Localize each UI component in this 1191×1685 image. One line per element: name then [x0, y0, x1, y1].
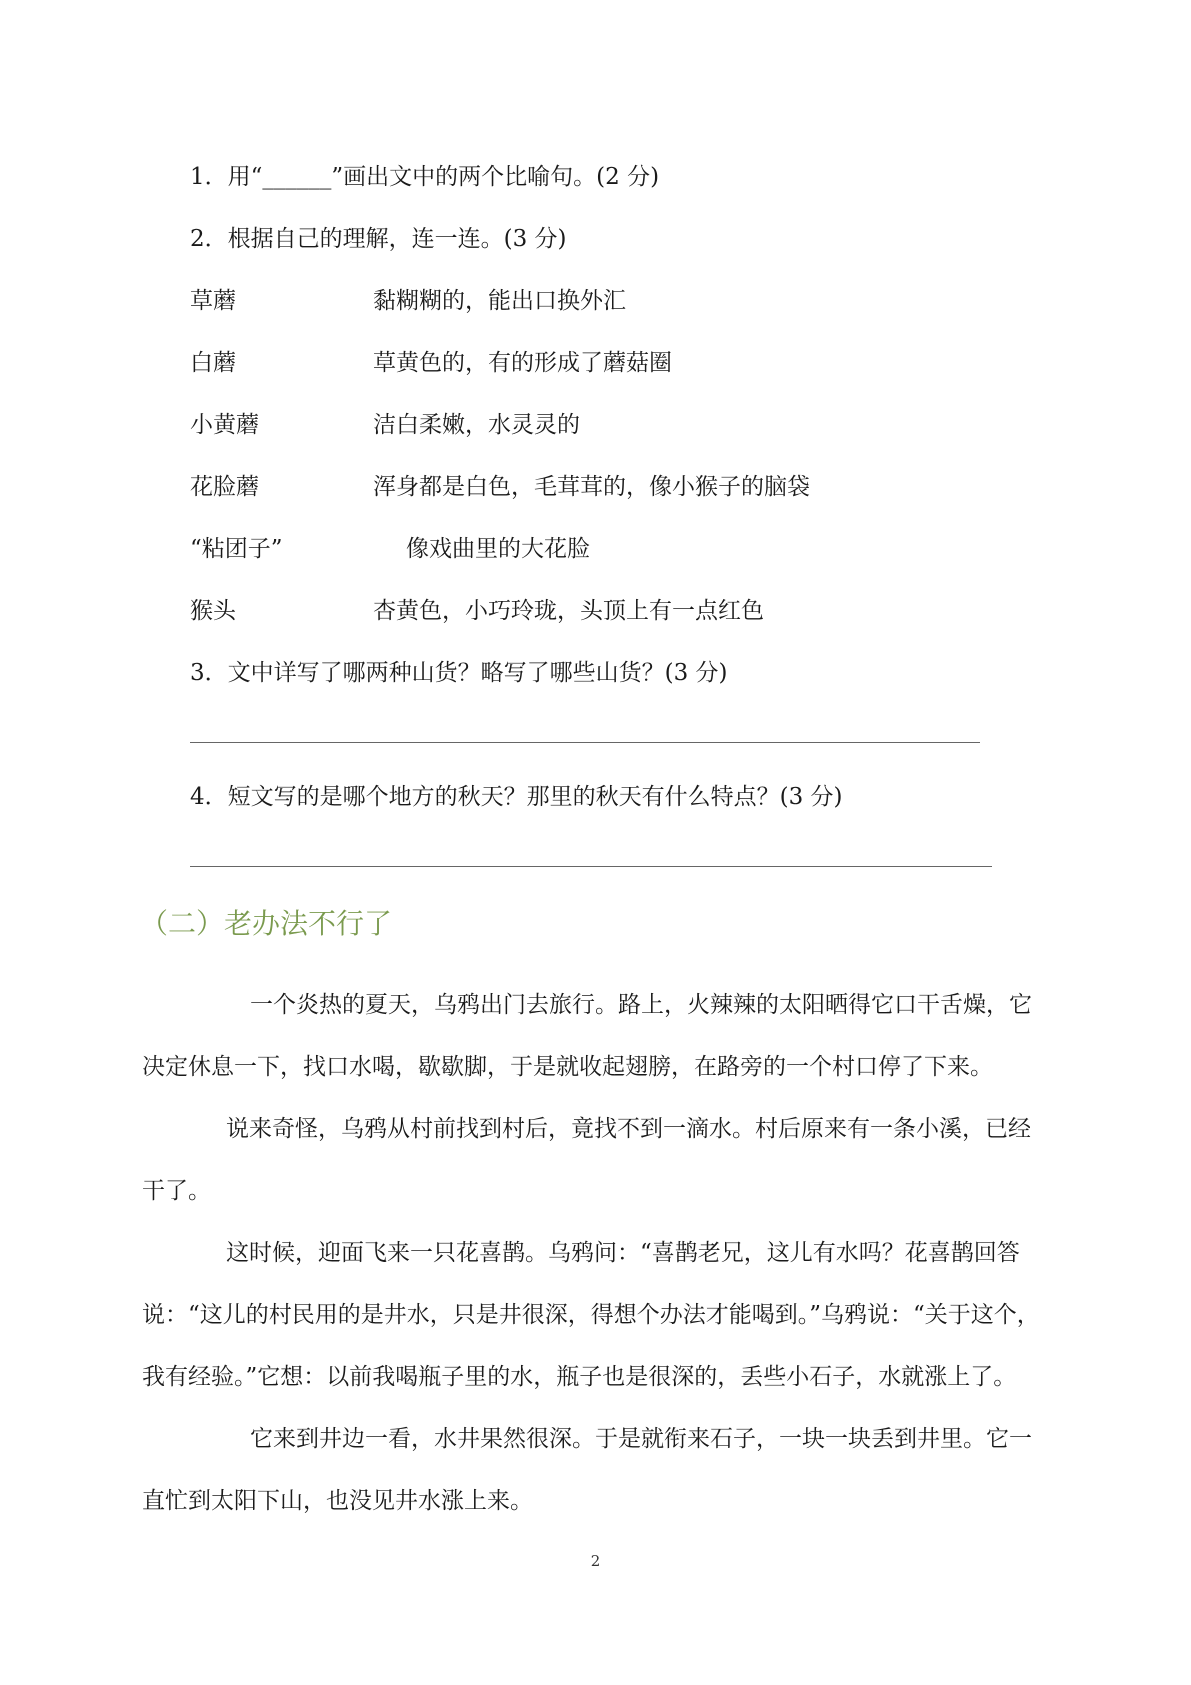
- passage-line: 干了。: [142, 1178, 211, 1204]
- match-right-item: 洁白柔嫩，水灵灵的: [373, 412, 580, 438]
- passage-line: 我有经验。”它想：以前我喝瓶子里的水，瓶子也是很深的，丢些小石子，水就涨上了。: [142, 1364, 1017, 1390]
- match-left-item: 花脸蘑: [190, 474, 259, 500]
- passage-line: 这时候，迎面飞来一只花喜鹊。乌鸦问：“喜鹊老兄，这儿有水吗？花喜鹊回答: [226, 1240, 1020, 1266]
- question-2: 2．根据自己的理解，连一连。(3 分): [190, 226, 567, 252]
- question-3: 3．文中详写了哪两种山货？略写了哪些山货？(3 分): [190, 660, 728, 686]
- match-left-item: 小黄蘑: [190, 412, 259, 438]
- passage-line: 说来奇怪，乌鸦从村前找到村后，竟找不到一滴水。村后原来有一条小溪，已经: [226, 1116, 1031, 1142]
- passage-line: 直忙到太阳下山，也没见井水涨上来。: [142, 1488, 533, 1514]
- match-left-item: 白蘑: [190, 350, 236, 376]
- match-right-item: 杏黄色，小巧玲珑，头顶上有一点红色: [373, 598, 764, 624]
- question-4: 4．短文写的是哪个地方的秋天？那里的秋天有什么特点？(3 分): [190, 784, 843, 810]
- passage-line: 说：“这儿的村民用的是井水，只是井很深，得想个办法才能喝到。”乌鸦说：“关于这个，: [142, 1302, 1040, 1328]
- match-right-item: 黏糊糊的，能出口换外汇: [373, 288, 626, 314]
- match-right-item: 浑身都是白色，毛茸茸的，像小猴子的脑袋: [373, 474, 810, 500]
- answer-line: [190, 866, 992, 867]
- match-left-item: “粘团子”: [190, 536, 283, 562]
- match-right-item: 草黄色的，有的形成了蘑菇圈: [373, 350, 672, 376]
- page-number: 2: [590, 1552, 601, 1570]
- answer-line: [190, 742, 980, 743]
- passage-line: 一个炎热的夏天，乌鸦出门去旅行。路上，火辣辣的太阳晒得它口干舌燥，它: [250, 992, 1032, 1018]
- match-left-item: 猴头: [190, 598, 236, 624]
- match-left-item: 草蘑: [190, 288, 236, 314]
- section-title: （二）老办法不行了: [140, 907, 393, 940]
- match-right-item: 像戏曲里的大花脸: [406, 536, 590, 562]
- passage-line: 决定休息一下，找口水喝，歇歇脚，于是就收起翅膀，在路旁的一个村口停了下来。: [142, 1054, 993, 1080]
- passage-line: 它来到井边一看，水井果然很深。于是就衔来石子，一块一块丢到井里。它一: [250, 1426, 1032, 1452]
- question-1: 1．用“______”画出文中的两个比喻句。(2 分): [190, 164, 660, 190]
